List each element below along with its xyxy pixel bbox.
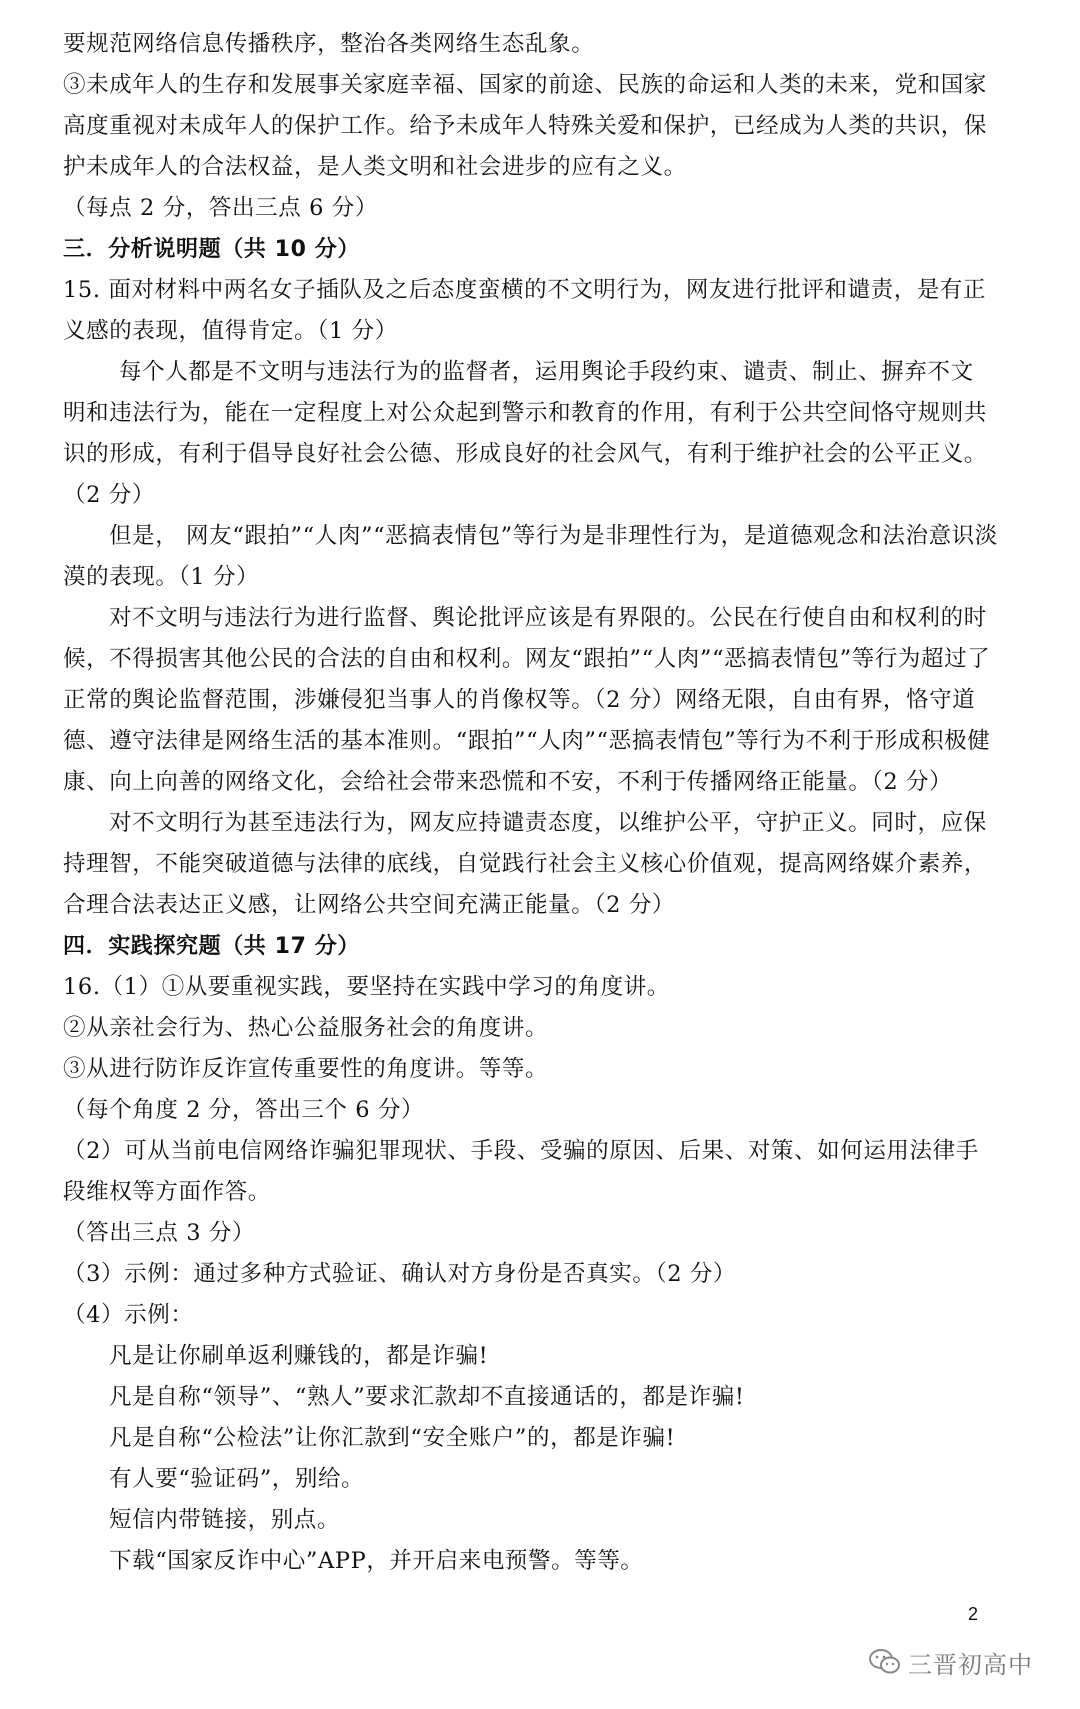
paragraph-start: 对不文明行为甚至违法行为，网友应持谴责态度，以维护公平，守护正义。同时，应保	[109, 810, 987, 836]
score-note: （每个角度 2 分，答出三个 6 分）	[63, 1097, 425, 1123]
text-line: 段维权等方面作答。	[63, 1179, 271, 1205]
text-line: （2）可从当前电信网络诈骗犯罪现状、手段、受骗的原因、后果、对策、如何运用法律手	[63, 1138, 979, 1164]
text-line: 持理智，不能突破道德与法律的底线，自觉践行社会主义核心价值观，提高网络媒介素养，	[63, 851, 988, 877]
text-line: 合理合法表达正义感，让网络公共空间充满正能量。（2 分）	[63, 892, 676, 918]
text-line: 护未成年人的合法权益，是人类文明和社会进步的应有之义。	[63, 154, 687, 180]
example-line: 下载“国家反诈中心”APP，并开启来电预警。等等。	[109, 1548, 644, 1574]
watermark	[868, 1642, 1033, 1682]
paragraph-start: 对不文明与违法行为进行监督、舆论批评应该是有界限的。公民在行使自由和权利的时	[109, 605, 987, 631]
watermark-text: 三晋初高中	[908, 1650, 1033, 1679]
section-heading: 三．分析说明题（共 10 分）	[63, 237, 360, 262]
text-line: ②从亲社会行为、热心公益服务社会的角度讲。	[63, 1015, 549, 1041]
example-line: 凡是自称“领导”、“熟人”要求汇款却不直接通话的，都是诈骗!	[109, 1384, 745, 1410]
section-heading: 四．实践探究题（共 17 分）	[63, 934, 360, 959]
document-body	[63, 24, 1008, 1582]
text-line: 候，不得损害其他公民的合法的自由和权利。网友“跟拍”“人肉”“恶搞表情包”等行为超过了	[63, 646, 991, 672]
example-line: 凡是让你刷单返利赚钱的，都是诈骗!	[109, 1343, 489, 1369]
wechat-icon	[868, 1648, 902, 1676]
example-line: 短信内带链接，别点。	[109, 1507, 341, 1533]
text-line: （4）示例：	[63, 1302, 194, 1328]
text-line: 正常的舆论监督范围，涉嫌侵犯当事人的肖像权等。（2 分）网络无限，自由有界，恪守道	[63, 687, 976, 713]
text-line: 要规范网络信息传播秩序，整治各类网络生态乱象。	[63, 31, 595, 57]
text-line: 漠的表现。（1 分）	[63, 564, 260, 590]
question-line: 15. 面对材料中两名女子插队及之后态度蛮横的不文明行为，网友进行批评和谴责，是有正	[63, 277, 987, 303]
example-line: 凡是自称“公检法”让你汇款到“安全账户”的，都是诈骗!	[109, 1425, 676, 1451]
text-line: 德、遵守法律是网络生活的基本准则。“跟拍”“人肉”“恶搞表情包”等行为不利于形成积极健	[63, 728, 991, 754]
paragraph-start: 每个人都是不文明与违法行为的监督者，运用舆论手段约束、谴责、制止、摒弃不文	[119, 359, 974, 385]
score-note: （2 分）	[63, 482, 155, 508]
text-line: 识的形成，有利于倡导良好社会公德、形成良好的社会风气，有利于维护社会的公平正义。	[63, 441, 988, 467]
page-number: 2	[968, 1604, 979, 1624]
paragraph-start: 但是， 网友“跟拍”“人肉”“恶搞表情包”等行为是非理性行为，是道德观念和法治意识淡	[109, 523, 998, 549]
score-note: （答出三点 3 分）	[63, 1220, 256, 1246]
text-line: 康、向上向善的网络文化，会给社会带来恐慌和不安，不利于传播网络正能量。（2 分）	[63, 769, 953, 795]
text-line: 义感的表现，值得肯定。（1 分）	[63, 318, 398, 344]
question-line: 16.（1）①从要重视实践，要坚持在实践中学习的角度讲。	[63, 974, 670, 1000]
text-line: 高度重视对未成年人的保护工作。给予未成年人特殊关爱和保护，已经成为人类的共识，保	[63, 113, 988, 139]
text-line: 明和违法行为，能在一定程度上对公众起到警示和教育的作用，有利于公共空间恪守规则共	[63, 400, 988, 426]
text-line: ③未成年人的生存和发展事关家庭幸福、国家的前途、民族的命运和人类的未来，党和国家	[63, 72, 988, 98]
score-note: （每点 2 分，答出三点 6 分）	[63, 195, 378, 221]
example-line: 有人要“验证码”，别给。	[109, 1466, 365, 1492]
text-line: （3）示例：通过多种方式验证、确认对方身份是否真实。（2 分）	[63, 1261, 737, 1287]
text-line: ③从进行防诈反诈宣传重要性的角度讲。等等。	[63, 1056, 549, 1082]
